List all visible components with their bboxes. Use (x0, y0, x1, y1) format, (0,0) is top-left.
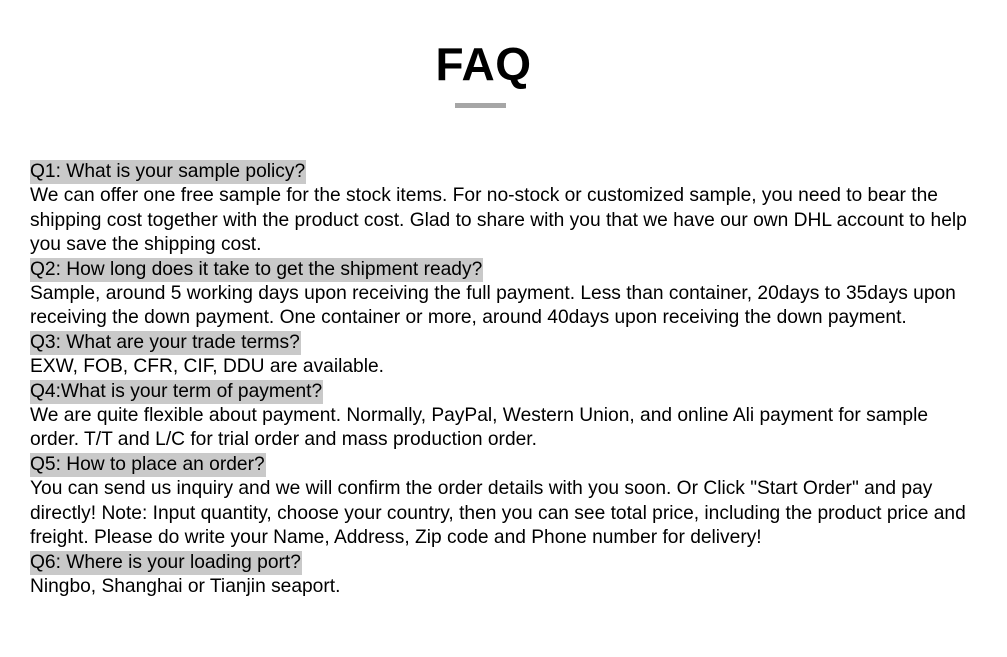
faq-item-2 (30, 258, 980, 331)
title-underline-divider (455, 103, 506, 108)
faq-answer-3: EXW, FOB, CFR, CIF, DDU are available. (30, 356, 384, 378)
faq-question-6: Q6: Where is your loading port? (30, 551, 302, 575)
faq-answer-1: We can offer one free sample for the stock items. For no-stock or customized sample, you need to bear the shipping cost together with the product cost. Glad to share with you that we have our own DHL account to help you save the shipping cost. (30, 185, 967, 256)
faq-question-3: Q3: What are your trade terms? (30, 331, 301, 355)
faq-question-2: Q2: How long does it take to get the shipment ready? (30, 258, 483, 282)
faq-item-1 (30, 160, 980, 258)
faq-question-4: Q4:What is your term of payment? (30, 380, 323, 404)
faq-item-3 (30, 331, 980, 380)
page-title: FAQ (435, 38, 532, 90)
faq-answer-4: We are quite flexible about payment. Normally, PayPal, Western Union, and online Ali payment for sample order. T/T and L/C for trial order and mass production order. (30, 405, 929, 451)
faq-item-6 (30, 551, 980, 600)
faq-item-5 (30, 453, 980, 551)
faq-answer-5: You can send us inquiry and we will confirm the order details with you soon. Or Click "Start Order" and pay directly! Note: Input quantity, choose your country, then you can see total price, including the product price and freight. Please do write your Name, Address, Zip code and Phone number for delivery! (30, 478, 966, 549)
faq-list (30, 160, 980, 599)
faq-item-4 (30, 380, 980, 453)
faq-answer-2: Sample, around 5 working days upon receiving the full payment. Less than container, 20days to 35days upon receiving the down payment. One container or more, around 40days upon receiving the down payment. (30, 283, 956, 329)
faq-question-5: Q5: How to place an order? (30, 453, 266, 477)
faq-answer-6: Ningbo, Shanghai or Tianjin seaport. (30, 575, 341, 597)
faq-question-1: Q1: What is your sample policy? (30, 160, 306, 184)
